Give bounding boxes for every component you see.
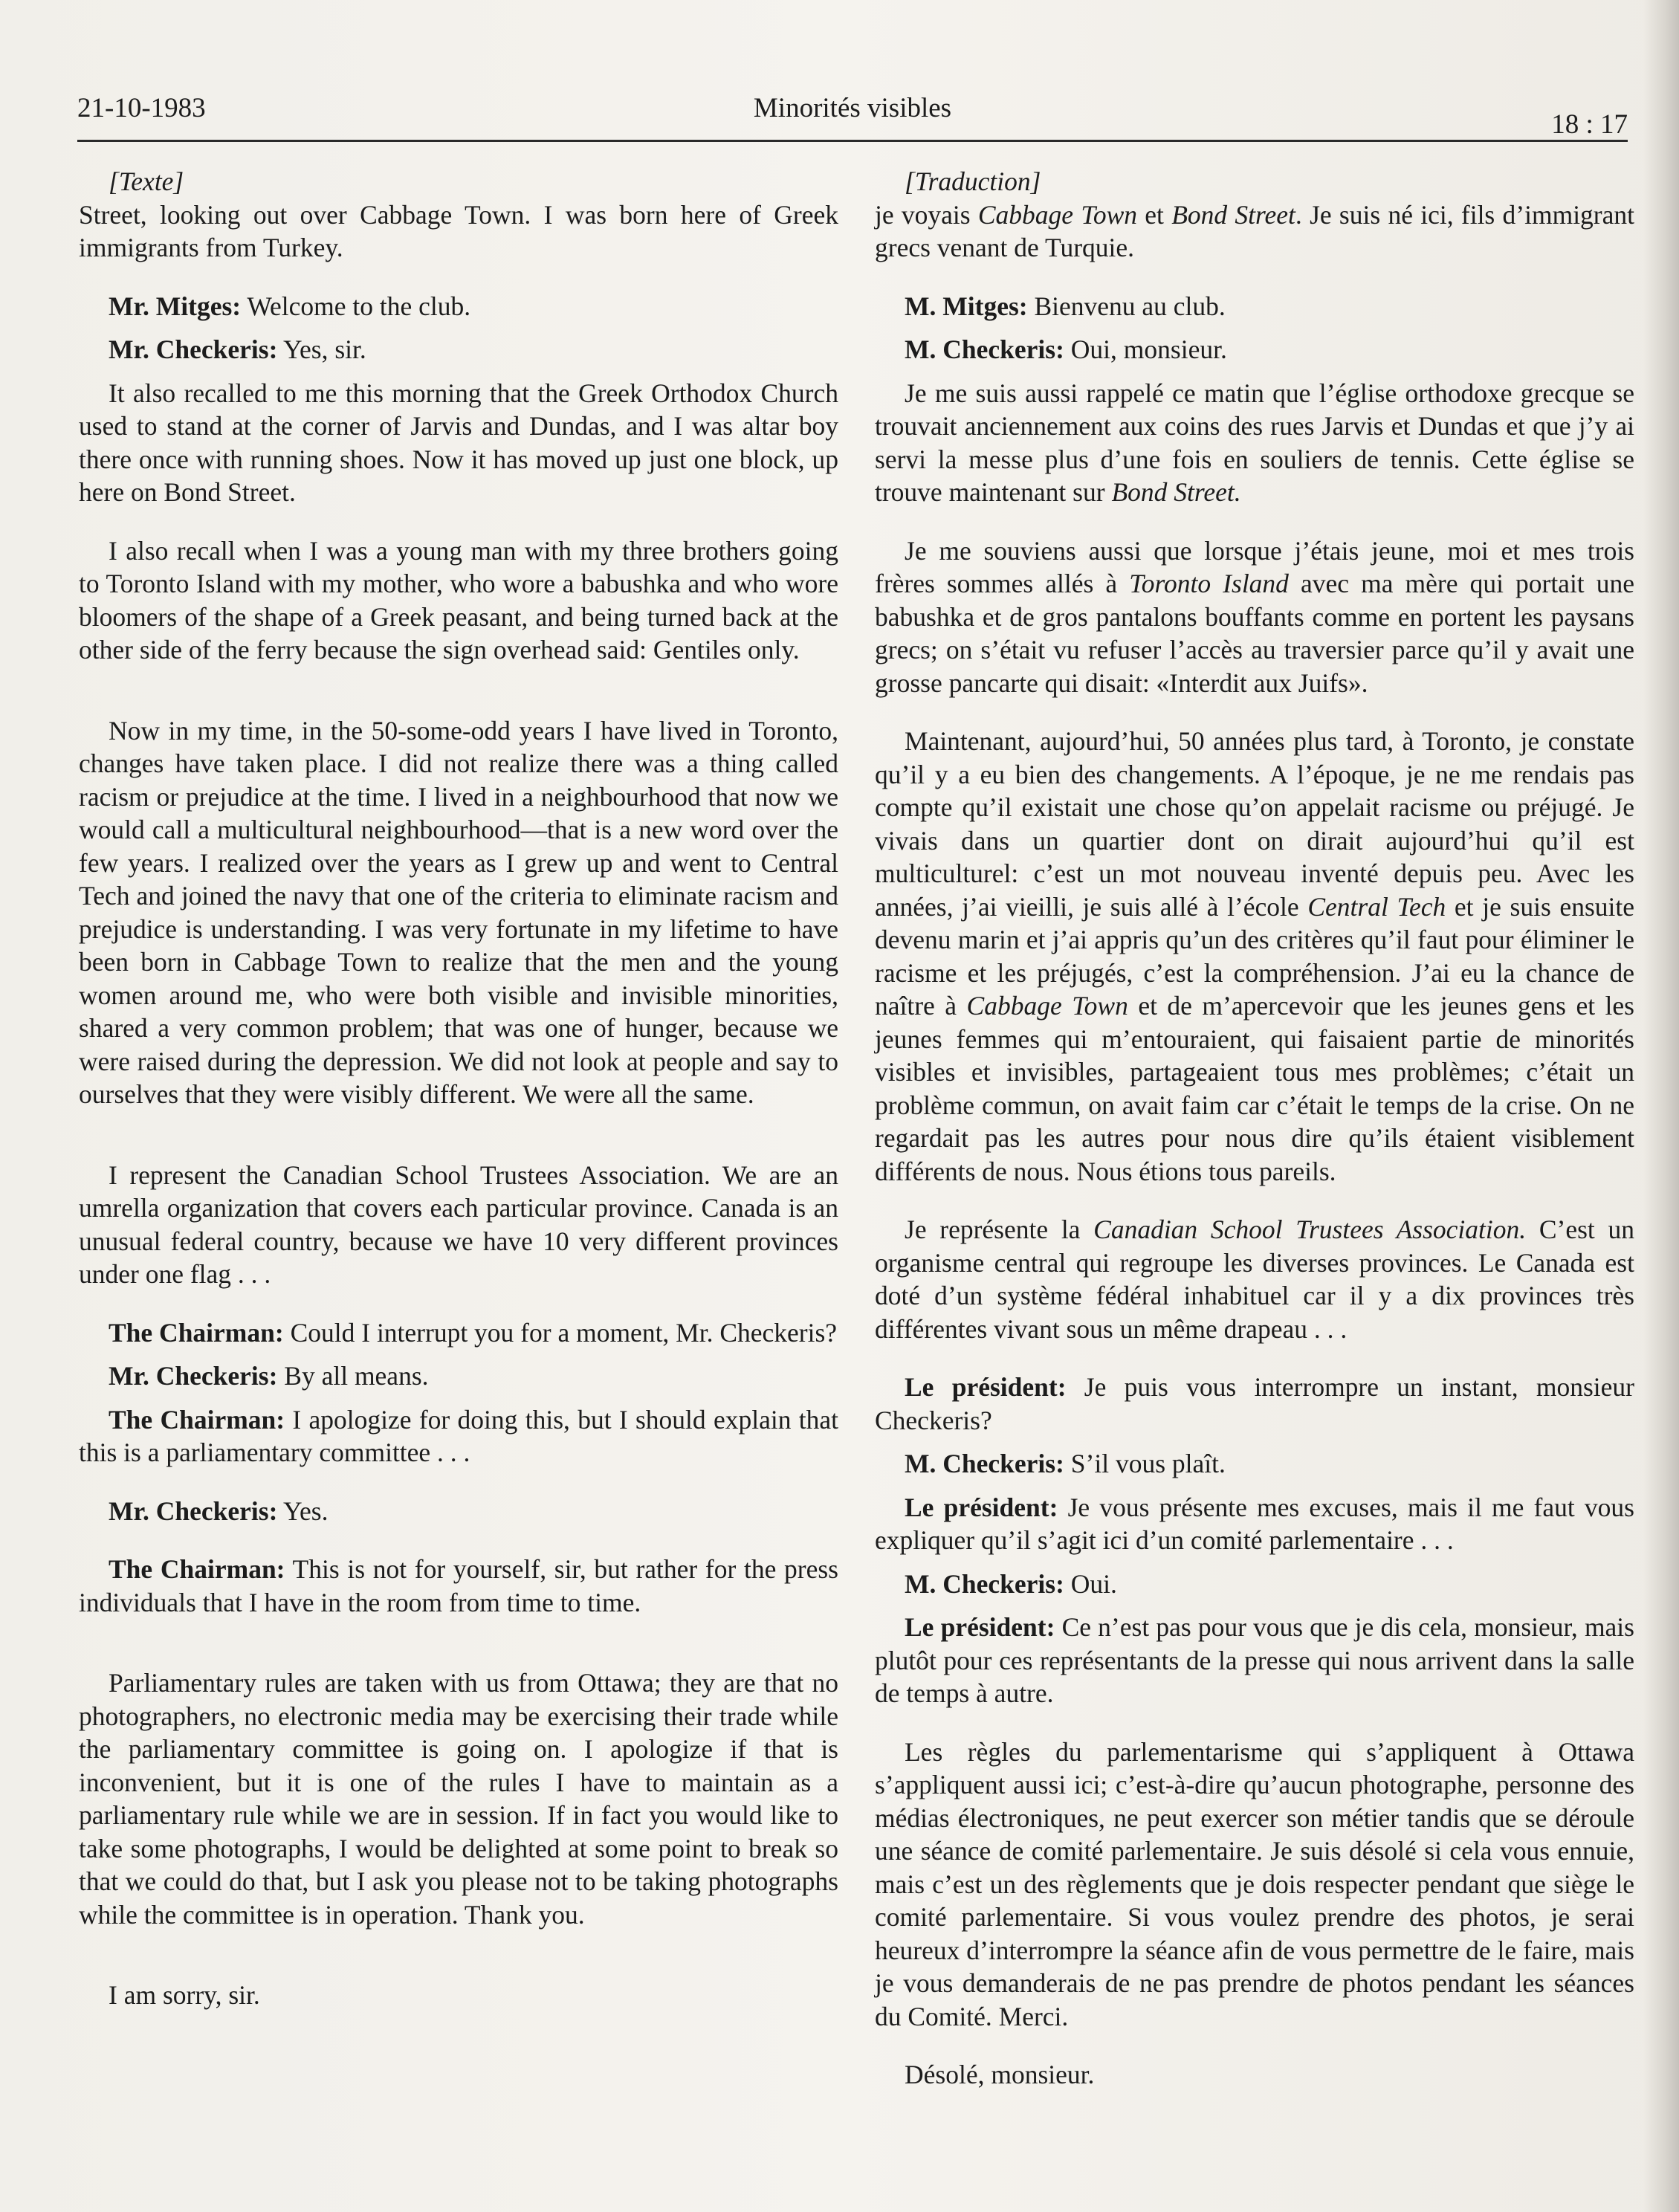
speech-text: Yes, sir. bbox=[277, 334, 366, 364]
text-run: et je suis ensuite devenu marin et j’ai appris qu’un des critères qu’il faut pour éliminer le racisme et les préjugés, c’est la compréhension. J’ai eu la chance de naître à bbox=[875, 891, 1634, 1021]
paragraph: It also recalled to me this morning that the Greek Orthodox Church used to stand at the corner of Jarvis and Dundas, and I was altar boy there once with running shoes. Now it has moved up just one block, up here on Bond Street. bbox=[79, 378, 838, 507]
running-header bbox=[77, 88, 1628, 142]
speaker-name: Le président: bbox=[905, 1612, 1055, 1642]
italic-run: Toronto Island bbox=[1129, 569, 1289, 598]
speech-text: This is not for yourself, sir, but rather for the press individuals that I have in the room from time to time. bbox=[79, 1554, 838, 1617]
speech-text: Oui. bbox=[1064, 1568, 1117, 1599]
paragraph: Now in my time, in the 50-some-odd years I have lived in Toronto, changes have taken place. I did not realize there was a thing called racism or prejudice at the time. I lived in a neighbourhood that now we would call a multicultural neighbourhood—that is a new word over the few years. I realized over the years as I grew up and went to Central Tech and joined the navy that one of the criteria to eliminate racism and prejudice is understanding. I was very fortunate in my lifetime to have been born in Cabbage Town to realize that the men and the young women around me, who were both visible and invisible minorities, shared a very common problem; that was one of hunger, because we were raised during the depression. We did not look at people and say to ourselves that they were visibly different. We were all the same. bbox=[79, 715, 838, 1109]
speaker-name: The Chairman: bbox=[109, 1554, 285, 1584]
speaker-name: Mr. Checkeris: bbox=[109, 1495, 278, 1526]
speaker-paragraph bbox=[79, 1495, 838, 1528]
paragraph bbox=[875, 725, 1634, 1188]
header-date: 21-10-1983 bbox=[77, 93, 206, 123]
speaker-name: M. Checkeris: bbox=[905, 1449, 1064, 1478]
speaker-paragraph bbox=[875, 1447, 1634, 1481]
speaker-name: The Chairman: bbox=[109, 1404, 285, 1435]
speaker-name: The Chairman: bbox=[109, 1317, 284, 1348]
speech-text: By all means. bbox=[277, 1361, 429, 1391]
section-tag-text: [Texte] bbox=[109, 166, 184, 196]
speaker-paragraph bbox=[79, 290, 838, 323]
paragraph: Parliamentary rules are taken with us from Ottawa; they are that no photographers, no electronic media may be exercising their trade while the parliamentary committee is going on. I apologize if that is inconvenient, but it is one of the rules I have to maintain as a parliamentary rule while we are in session. If in fact you would like to take some photographs, I would be delighted at some point to break so that we could do that, but I ask you please not to be taking photographs while the committee is in operation. Thank you. bbox=[79, 1668, 838, 1930]
speaker-name: Mr. Mitges: bbox=[109, 291, 242, 321]
text-run: et de m’apercevoir que les jeunes gens et les jeunes femmes qui m’entouraient, qui faisaient partie de minorités visibles et invisibles, partageaient tous mes problèmes; c’était un problème commun, on avait faim car c’était le temps de la crise. On ne regardait pas les autres pour nous dire qu’ils étaient visiblement différents de nous. Nous étions tous pareils. bbox=[875, 991, 1634, 1186]
text-run: Je représente la bbox=[905, 1215, 1094, 1244]
speaker-name: M. Checkeris: bbox=[905, 334, 1064, 364]
english-column bbox=[79, 165, 838, 2037]
speaker-name: Le président: bbox=[905, 1492, 1058, 1522]
text-run: Je me suis aussi rappelé ce matin que l’église orthodoxe grecque se trouvait anciennement aux coins des rues Jarvis et Dundas et que j’y ai servi la messe plus d’une fois en souliers de tennis. Cette église se trouve maintenant sur bbox=[875, 378, 1634, 507]
italic-run: Central Tech bbox=[1307, 891, 1446, 922]
speaker-name: Mr. Checkeris: bbox=[109, 334, 278, 364]
speaker-name: M. Mitges: bbox=[905, 291, 1028, 321]
speech-text: Oui, monsieur. bbox=[1064, 334, 1227, 364]
speaker-name: Mr. Checkeris: bbox=[109, 1361, 278, 1391]
speaker-paragraph bbox=[79, 1553, 838, 1619]
italic-run: Canadian School Trustees Association. bbox=[1093, 1215, 1527, 1244]
italic-run: Cabbage Town bbox=[966, 991, 1128, 1021]
paragraph: I also recall when I was a young man with my three brothers going to Toronto Island with my mother, who wore a babushka and who wore bloomers of the shape of a Greek peasant, and being turned back at the other side of the ferry because the sign overhead said: Gentiles only. bbox=[79, 535, 838, 664]
speech-text: Je vous présente mes excuses, mais il me faut vous expliquer qu’il s’agit ici d’un comité parlementaire . . . bbox=[875, 1492, 1634, 1555]
french-column bbox=[875, 165, 1634, 2117]
text-run: C’est un organisme central qui regroupe les diverses provinces. Le Canada est doté d’un système fédéral inhabituel car il y a dix provinces très différentes vivant sous un même drapeau . . . bbox=[875, 1215, 1634, 1344]
paragraph bbox=[875, 198, 1634, 265]
speaker-paragraph bbox=[875, 1491, 1634, 1557]
text-run: je voyais bbox=[875, 199, 978, 230]
text-run: Maintenant, aujourd’hui, 50 années plus tard, à Toronto, je constate qu’il y a eu bien des changements. A l’époque, je ne me rendais pas compte qu’il existait une chose qu’on appelait racisme ou préjugé. Je vivais dans un quartier dont on dirait aujourd’hui qu’il est multiculturel: c’est un mot nouveau inventé depuis peu. Avec les années, j’ai vieilli, je suis allé à l’école bbox=[875, 726, 1634, 922]
italic-run: Bond Street. bbox=[1111, 477, 1241, 507]
speaker-paragraph bbox=[79, 333, 838, 366]
page-spine-shadow bbox=[1643, 0, 1679, 2212]
speech-text: I apologize for doing this, but I should explain that this is a parliamentary committee . . . bbox=[79, 1404, 838, 1467]
text-run: Je me souviens aussi que lorsque j’étais jeune, moi et mes trois frères sommes allés à bbox=[875, 535, 1634, 598]
speech-text: Je puis vous interrompre un instant, monsieur Checkeris? bbox=[875, 1372, 1634, 1435]
header-title: Minorités visibles bbox=[753, 93, 952, 123]
italic-run: Cabbage Town bbox=[977, 199, 1138, 230]
header-page-number: 18 : 17 bbox=[1551, 109, 1628, 140]
speech-text: Could I interrupt you for a moment, Mr. Checkeris? bbox=[283, 1317, 838, 1348]
speech-text: Ce n’est pas pour vous que je dis cela, monsieur, mais plutôt pour ces représentants de la presse qui nous arrivent dans la salle de temps à autre. bbox=[875, 1612, 1634, 1708]
text-run: . Je suis né ici, fils d’immigrant grecs venant de Turquie. bbox=[875, 199, 1635, 262]
text-run: avec ma mère qui portait une babushka et de gros pantalons bouffants comme en portent les paysans grecs; on s’était vu refuser l’accès au traversier parce qu’il y avait une grosse pancarte qui disait: «Interdit aux Juifs». bbox=[875, 569, 1634, 698]
speaker-paragraph bbox=[79, 1403, 838, 1469]
paragraph bbox=[875, 377, 1634, 509]
paragraph: I am sorry, sir. bbox=[109, 1980, 260, 2010]
speaker-paragraph bbox=[875, 333, 1634, 366]
italic-run: Bond Street bbox=[1171, 199, 1295, 230]
paragraph: Désolé, monsieur. bbox=[905, 2060, 1095, 2089]
speaker-paragraph bbox=[875, 1371, 1634, 1437]
speaker-paragraph bbox=[875, 1568, 1634, 1601]
paragraph: I represent the Canadian School Trustees Association. We are an umrella organization that covers each particular province. Canada is an unusual federal country, because we have 10 very different provinces under one flag . . . bbox=[79, 1160, 838, 1289]
speaker-paragraph bbox=[875, 290, 1634, 323]
paragraph bbox=[875, 534, 1634, 700]
paragraph: Street, looking out over Cabbage Town. I was born here of Greek immigrants from Turkey. bbox=[79, 199, 838, 262]
speech-text: Bienvenu au club. bbox=[1027, 291, 1226, 321]
speaker-paragraph bbox=[875, 1611, 1634, 1710]
speech-text: S’il vous plaît. bbox=[1064, 1449, 1226, 1478]
speaker-paragraph bbox=[79, 1359, 838, 1393]
speaker-name: Le président: bbox=[905, 1372, 1067, 1402]
speech-text: Yes. bbox=[277, 1495, 329, 1526]
speaker-name: M. Checkeris: bbox=[905, 1568, 1064, 1599]
paragraph: Les règles du parlementarisme qui s’appliquent à Ottawa s’appliquent aussi ici; c’est-à-dire qu’aucun photographe, personne des médias électroniques, ne peut exercer son métier tandis que se déroule une séance de comité parlementaire. Je suis désolé si cela vous ennuie, mais c’est un des règlements que je dois respecter pendant que siège le comité parlementaire. Si vous voulez prendre des photos, je serai heureux d’interrompre la séance afin de vous permettre de le faire, mais je vous demanderais de ne pas prendre de photos pendant les séances du Comité. Merci. bbox=[875, 1736, 1634, 2031]
speech-text: Welcome to the club. bbox=[241, 291, 471, 321]
paragraph bbox=[875, 1213, 1634, 1345]
text-run: et bbox=[1137, 199, 1172, 230]
section-tag-traduction: [Traduction] bbox=[905, 166, 1041, 196]
speaker-paragraph bbox=[79, 1316, 838, 1350]
